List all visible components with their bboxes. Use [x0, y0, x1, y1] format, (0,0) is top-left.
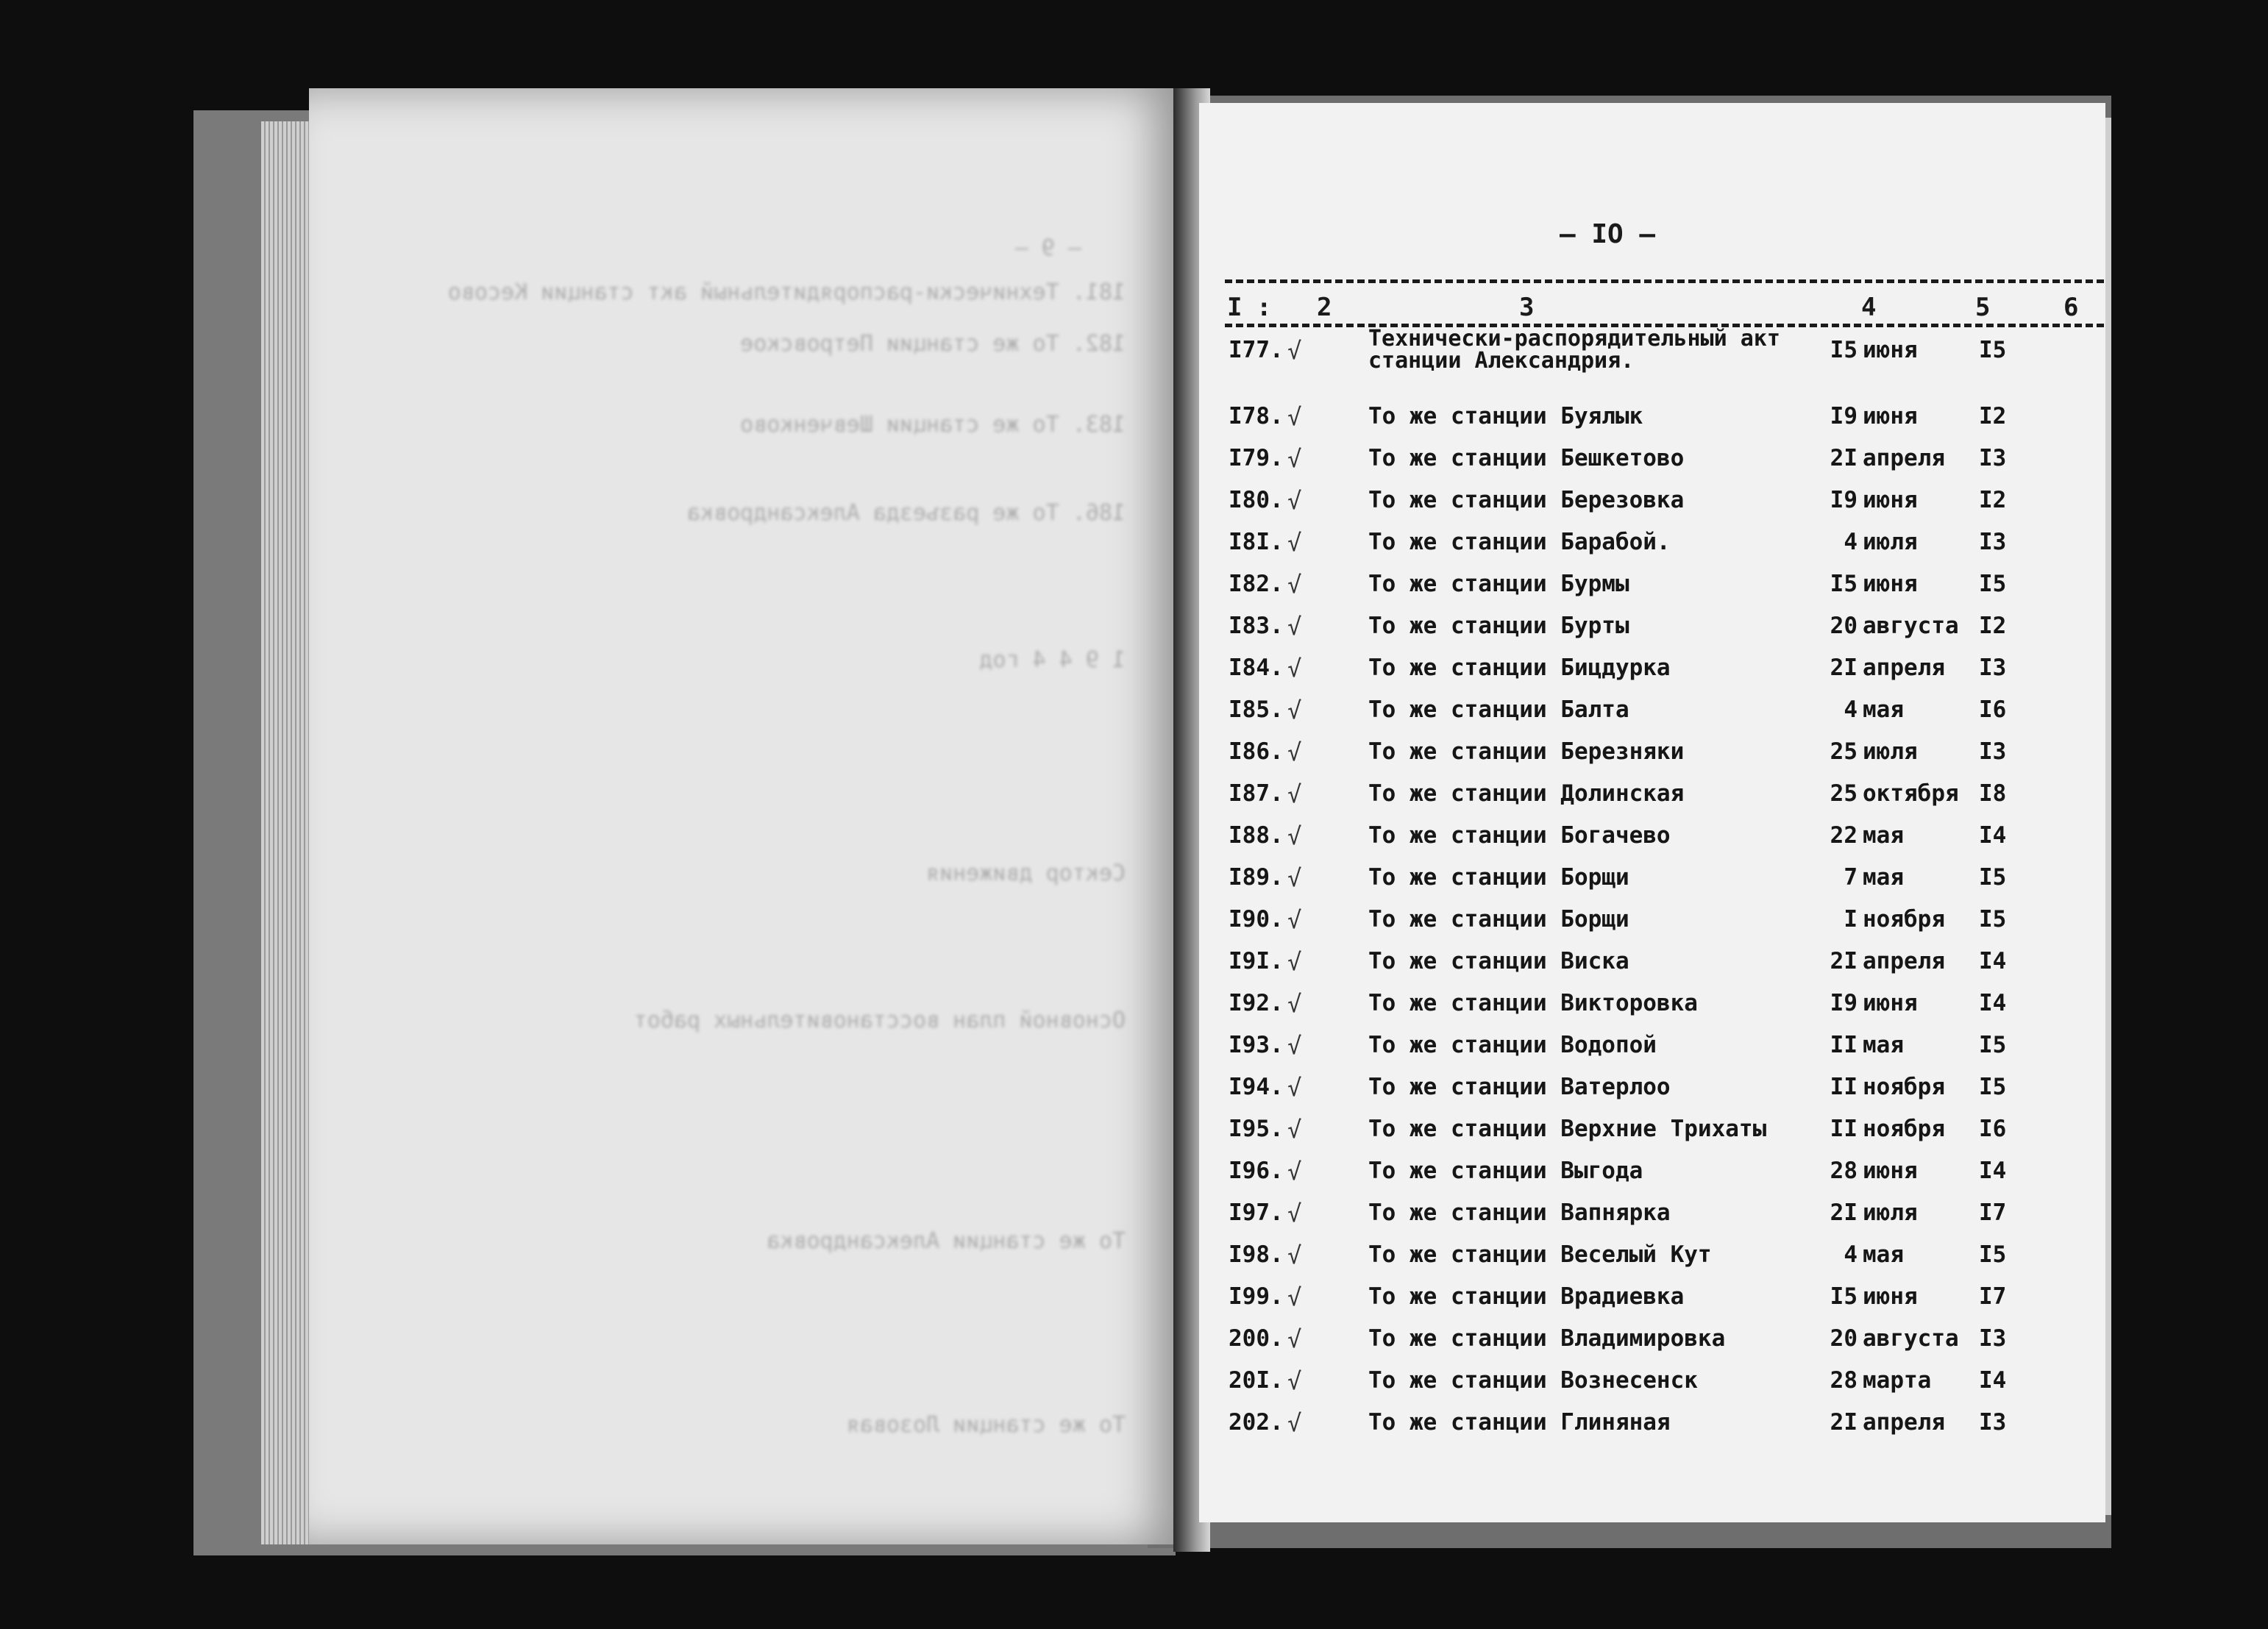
check-mark-icon: √ [1287, 1158, 1302, 1186]
record-month: июня [1863, 990, 1918, 1016]
record-month: июля [1863, 529, 1918, 555]
record-title: То же станции Водопой [1368, 1032, 1657, 1058]
record-number: I97. [1229, 1200, 1284, 1226]
record-month: ноября [1863, 906, 1945, 933]
check-mark-icon: √ [1287, 1200, 1302, 1227]
table-row [1221, 571, 2097, 609]
record-month: апреля [1863, 1409, 1945, 1436]
record-title: То же станции Долинская [1368, 780, 1685, 807]
record-day: 2I [1830, 948, 1858, 974]
check-mark-icon: √ [1287, 1409, 1302, 1437]
table-row [1221, 1325, 2097, 1364]
table-row [1221, 696, 2097, 735]
check-mark-icon: √ [1287, 1032, 1302, 1060]
record-month: июня [1863, 1158, 1918, 1184]
record-number: I89. [1229, 864, 1284, 891]
record-pages: I3 [1979, 655, 2007, 681]
record-number: I84. [1229, 655, 1284, 681]
record-month: октября [1863, 780, 1959, 807]
record-pages: I3 [1979, 529, 2007, 555]
record-month: мая [1863, 864, 1904, 891]
record-pages: I4 [1979, 990, 2007, 1016]
record-pages: I4 [1979, 1367, 2007, 1394]
page-number: — IO — [1560, 219, 1656, 249]
table-row [1221, 403, 2097, 441]
record-number: I99. [1229, 1283, 1284, 1310]
record-pages: I7 [1979, 1283, 2007, 1310]
record-title: То же станции Борщи [1368, 864, 1629, 891]
record-pages: I5 [1979, 1074, 2007, 1100]
record-number: I94. [1229, 1074, 1284, 1100]
record-title: То же станции Выгода [1368, 1158, 1643, 1184]
record-day: 7 [1844, 864, 1858, 891]
check-mark-icon: √ [1287, 1367, 1302, 1395]
table-row [1221, 1367, 2097, 1405]
record-pages: I5 [1979, 337, 2007, 363]
record-day: 4 [1844, 529, 1858, 555]
record-month: марта [1863, 1367, 1932, 1394]
record-title: То же станции Бешкетово [1368, 445, 1685, 471]
record-title: То же станции Бурты [1368, 613, 1629, 639]
record-pages: I3 [1979, 738, 2007, 765]
record-pages: I3 [1979, 445, 2007, 471]
check-mark-icon: √ [1287, 864, 1302, 892]
record-month: мая [1863, 1241, 1904, 1268]
record-number: I85. [1229, 696, 1284, 723]
table-row [1221, 1032, 2097, 1070]
record-title: То же станции Вапнярка [1368, 1200, 1671, 1226]
table-row [1221, 780, 2097, 819]
check-mark-icon: √ [1287, 403, 1302, 431]
table-row [1221, 906, 2097, 944]
record-number: 200. [1229, 1325, 1284, 1352]
record-pages: I3 [1979, 1325, 2007, 1352]
record-number: I82. [1229, 571, 1284, 597]
record-pages: I5 [1979, 906, 2007, 933]
record-pages: I4 [1979, 948, 2007, 974]
record-number: I92. [1229, 990, 1284, 1016]
record-pages: I4 [1979, 1158, 2007, 1184]
record-month: августа [1863, 1325, 1959, 1352]
record-day: 22 [1830, 822, 1858, 849]
record-month: мая [1863, 696, 1904, 723]
record-title: То же станции Бурмы [1368, 571, 1629, 597]
record-number: I96. [1229, 1158, 1284, 1184]
col-header-sep: : [1256, 293, 1272, 322]
record-pages: I2 [1979, 487, 2007, 513]
record-month: июня [1863, 571, 1918, 597]
record-pages: I6 [1979, 696, 2007, 723]
record-number: I77. [1229, 337, 1284, 363]
record-title: То же станции Глиняная [1368, 1409, 1671, 1436]
header-rule-top [1225, 279, 2104, 283]
record-day: 2I [1830, 655, 1858, 681]
check-mark-icon: √ [1287, 1074, 1302, 1102]
record-month: ноября [1863, 1074, 1945, 1100]
record-month: апреля [1863, 445, 1945, 471]
table-row [1221, 487, 2097, 525]
record-day: I9 [1830, 403, 1858, 429]
record-number: I93. [1229, 1032, 1284, 1058]
record-day: 2I [1830, 1200, 1858, 1226]
check-mark-icon: √ [1287, 948, 1302, 976]
check-mark-icon: √ [1287, 780, 1302, 808]
record-number: 20I. [1229, 1367, 1284, 1394]
record-month: мая [1863, 1032, 1904, 1058]
record-month: мая [1863, 822, 1904, 849]
record-day: I5 [1830, 337, 1858, 363]
col-header-6: 6 [2063, 293, 2079, 322]
record-title: То же станции Викторовка [1368, 990, 1698, 1016]
record-number: I98. [1229, 1241, 1284, 1268]
check-mark-icon: √ [1287, 613, 1302, 641]
record-day: I5 [1830, 571, 1858, 597]
table-row [1221, 1409, 2097, 1447]
col-header-4: 4 [1861, 293, 1877, 322]
record-title: То же станции Борщи [1368, 906, 1629, 933]
check-mark-icon: √ [1287, 990, 1302, 1018]
check-mark-icon: √ [1287, 655, 1302, 682]
col-header-5: 5 [1975, 293, 1991, 322]
record-number: I88. [1229, 822, 1284, 849]
record-pages: I6 [1979, 1116, 2007, 1142]
record-number: I8I. [1229, 529, 1284, 555]
table-row [1221, 1200, 2097, 1238]
record-pages: I5 [1979, 864, 2007, 891]
record-pages: I2 [1979, 613, 2007, 639]
check-mark-icon: √ [1287, 337, 1302, 365]
record-day: 4 [1844, 696, 1858, 723]
record-day: 20 [1830, 613, 1858, 639]
record-pages: I5 [1979, 1241, 2007, 1268]
record-title: То же станции Буялык [1368, 403, 1643, 429]
table-row [1221, 990, 2097, 1028]
record-day: I [1844, 906, 1858, 933]
record-month: июня [1863, 403, 1918, 429]
record-title: То же станции Бицдурка [1368, 655, 1671, 681]
record-month: июня [1863, 337, 1918, 363]
record-pages: I5 [1979, 1032, 2007, 1058]
record-pages: I5 [1979, 571, 2007, 597]
record-day: 28 [1830, 1158, 1858, 1184]
record-number: I83. [1229, 613, 1284, 639]
table-row [1221, 864, 2097, 902]
record-number: I86. [1229, 738, 1284, 765]
mirrored-bleedthrough-text: — 9 — 181. Технически-распорядительный акт станции Кесово 182. То же станции Петровское 183. То же станции Шевченково 186. То же разъезда Александровка 1 9 4 4 год Сектор движения Основной план восстановительных работ То же станции Александровка То же станции Лозовая [447, 235, 1126, 1438]
record-month: июля [1863, 1200, 1918, 1226]
check-mark-icon: √ [1287, 696, 1302, 724]
record-day: II [1830, 1116, 1858, 1142]
table-row [1221, 529, 2097, 567]
record-month: июня [1863, 1283, 1918, 1310]
record-day: 2I [1830, 1409, 1858, 1436]
record-month: августа [1863, 613, 1959, 639]
record-day: 25 [1830, 780, 1858, 807]
check-mark-icon: √ [1287, 487, 1302, 515]
check-mark-icon: √ [1287, 1325, 1302, 1353]
record-day: 2I [1830, 445, 1858, 471]
record-title: То же станции Вознесенск [1368, 1367, 1698, 1394]
table-row [1221, 822, 2097, 860]
record-pages: I3 [1979, 1409, 2007, 1436]
record-title: То же станции Барабой. [1368, 529, 1671, 555]
record-title: Технически-распорядительный акт станции Александрия. [1368, 326, 1780, 374]
record-number: I79. [1229, 445, 1284, 471]
record-day: 28 [1830, 1367, 1858, 1394]
check-mark-icon: √ [1287, 738, 1302, 766]
col-header-1: I [1227, 293, 1243, 322]
table-row [1221, 1158, 2097, 1196]
record-day: II [1830, 1074, 1858, 1100]
record-month: ноября [1863, 1116, 1945, 1142]
table-row [1221, 1283, 2097, 1322]
col-header-3: 3 [1519, 293, 1535, 322]
record-number: 202. [1229, 1409, 1284, 1436]
table-row [1221, 1241, 2097, 1280]
record-title: То же станции Богачево [1368, 822, 1671, 849]
check-mark-icon: √ [1287, 529, 1302, 557]
record-number: I78. [1229, 403, 1284, 429]
table-row [1221, 1074, 2097, 1112]
record-pages: I4 [1979, 822, 2007, 849]
record-month: апреля [1863, 948, 1945, 974]
table-row [1221, 655, 2097, 693]
table-row [1221, 738, 2097, 777]
table-row [1221, 445, 2097, 483]
check-mark-icon: √ [1287, 571, 1302, 599]
record-number: I9I. [1229, 948, 1284, 974]
record-day: I9 [1830, 487, 1858, 513]
left-page-bleedthrough [309, 88, 1184, 1544]
record-day: I5 [1830, 1283, 1858, 1310]
record-title: То же станции Веселый Кут [1368, 1241, 1712, 1268]
record-title: То же станции Ватерлоо [1368, 1074, 1671, 1100]
table-row [1221, 1116, 2097, 1154]
record-title: То же станции Березовка [1368, 487, 1685, 513]
record-number: I95. [1229, 1116, 1284, 1142]
record-day: II [1830, 1032, 1858, 1058]
record-title: То же станции Балта [1368, 696, 1629, 723]
table-row [1221, 326, 2097, 375]
record-pages: I2 [1979, 403, 2007, 429]
table-row [1221, 948, 2097, 986]
check-mark-icon: √ [1287, 906, 1302, 934]
table-row [1221, 613, 2097, 651]
record-pages: I7 [1979, 1200, 2007, 1226]
check-mark-icon: √ [1287, 1241, 1302, 1269]
record-number: I87. [1229, 780, 1284, 807]
record-day: I9 [1830, 990, 1858, 1016]
check-mark-icon: √ [1287, 445, 1302, 473]
check-mark-icon: √ [1287, 1116, 1302, 1144]
check-mark-icon: √ [1287, 822, 1302, 850]
record-day: 25 [1830, 738, 1858, 765]
record-month: июня [1863, 487, 1918, 513]
record-title: То же станции Березняки [1368, 738, 1685, 765]
record-month: июля [1863, 738, 1918, 765]
col-header-2: 2 [1317, 293, 1332, 322]
record-month: апреля [1863, 655, 1945, 681]
record-day: 4 [1844, 1241, 1858, 1268]
record-pages: I8 [1979, 780, 2007, 807]
record-day: 20 [1830, 1325, 1858, 1352]
record-title: То же станции Виска [1368, 948, 1629, 974]
record-title: То же станции Врадиевка [1368, 1283, 1685, 1310]
record-number: I90. [1229, 906, 1284, 933]
record-title: То же станции Верхние Трихаты [1368, 1116, 1767, 1142]
record-title: То же станции Владимировка [1368, 1325, 1726, 1352]
record-number: I80. [1229, 487, 1284, 513]
check-mark-icon: √ [1287, 1283, 1302, 1311]
